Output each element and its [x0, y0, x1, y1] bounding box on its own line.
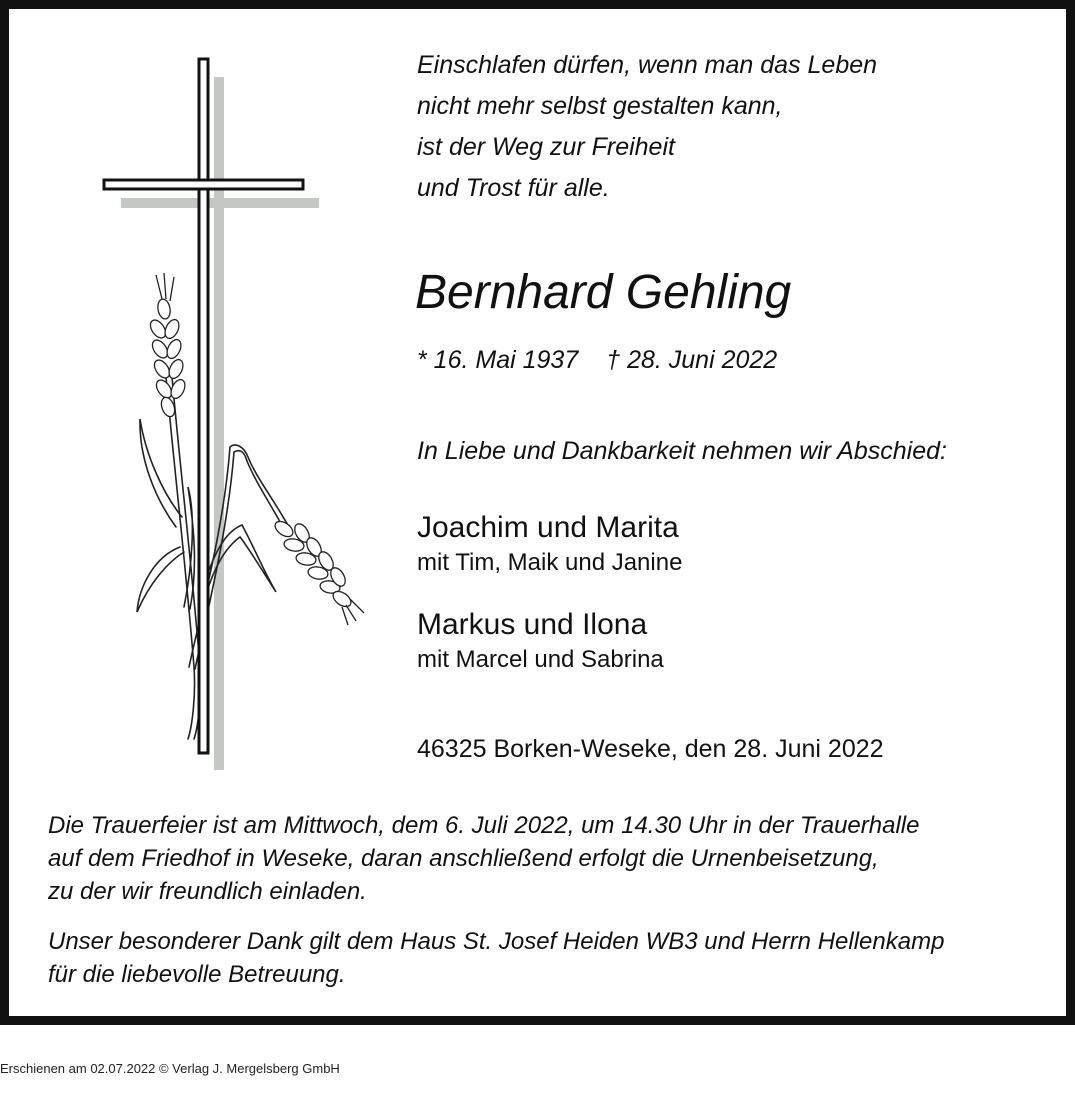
family-name: Markus und Ilona [417, 608, 648, 641]
death-date: † 28. Juni 2022 [606, 346, 778, 374]
family-members: mit Tim, Maik und Janine [417, 549, 683, 576]
poem [417, 45, 877, 209]
family-entry [417, 606, 664, 676]
publication-footer: Erschienen am 02.07.2022 © Verlag J. Mergelsberg GmbH [0, 1061, 340, 1076]
ceremony-line: auf dem Friedhof in Weseke, daran anschließend erfolgt die Urnenbeisetzung, [48, 845, 879, 872]
ceremony-line: zu der wir freundlich einladen. [48, 878, 367, 905]
wheat-stalks-icon [137, 377, 289, 739]
wheat-ear-right-icon [272, 518, 364, 625]
poem-line: nicht mehr selbst gestalten kann, [417, 92, 783, 120]
thanks-line: für die liebevolle Betreuung. [48, 961, 346, 988]
cross-outline [104, 59, 303, 753]
place-and-date: 46325 Borken-Weseke, den 28. Juni 2022 [417, 735, 884, 763]
ceremony-line: Die Trauerfeier ist am Mittwoch, dem 6. Juli 2022, um 14.30 Uhr in der Trauerhalle [48, 812, 920, 839]
family-name: Joachim und Marita [417, 511, 679, 544]
farewell-line: In Liebe und Dankbarkeit nehmen wir Abschied: [417, 437, 947, 465]
family-members: mit Marcel und Sabrina [417, 646, 664, 673]
wheat-ear-left-icon [147, 273, 187, 418]
poem-line: Einschlafen dürfen, wenn man das Leben [417, 51, 878, 79]
family-entry [417, 509, 682, 579]
thanks-notice [48, 925, 944, 991]
cross-with-wheat-icon [84, 47, 374, 777]
birth-date: * 16. Mai 1937 [417, 346, 579, 374]
poem-line: und Trost für alle. [417, 174, 610, 202]
life-dates [417, 343, 777, 377]
deceased-name: Bernhard Gehling [415, 266, 792, 319]
ceremony-notice [48, 809, 919, 908]
poem-line: ist der Weg zur Freiheit [417, 133, 675, 161]
thanks-line: Unser besonderer Dank gilt dem Haus St. Josef Heiden WB3 und Herrn Hellenkamp [48, 928, 945, 955]
